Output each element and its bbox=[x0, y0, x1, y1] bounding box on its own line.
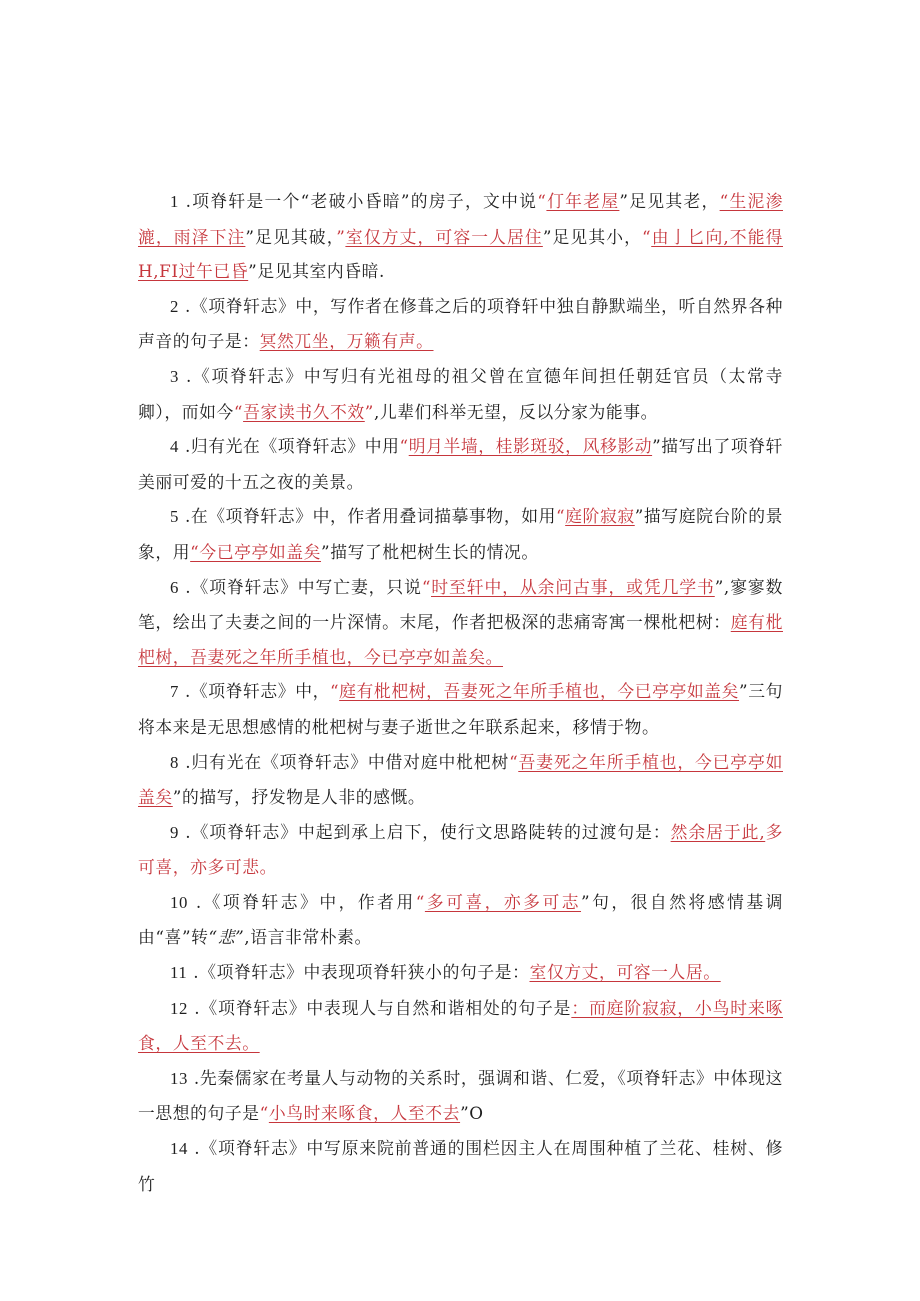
question-item bbox=[138, 1131, 783, 1201]
question-text: .归有光在《项脊轩志》中借对庭中枇杷树 bbox=[179, 751, 510, 772]
question-item bbox=[138, 815, 783, 885]
question-text: .《项脊轩志》中写亡妻，只说 bbox=[179, 576, 422, 597]
question-item bbox=[138, 674, 783, 744]
question-text: ”足见其老， bbox=[619, 191, 720, 211]
question-number: 13 bbox=[170, 1068, 188, 1088]
question-text: .《项脊轩志》中写原来院前普通的围栏因主人在周围种植了兰花、桂树、修竹 bbox=[138, 1138, 783, 1194]
question-text: ”,寥寥数笔，绘出了夫妻之间的一片深情。末尾，作者把极深的悲痛寄寓一棵枇杷树： bbox=[138, 576, 784, 633]
question-text: ”描写了枇杷树生长的情况。 bbox=[321, 541, 539, 562]
question-text: .《项脊轩志》中， bbox=[179, 681, 330, 702]
question-number: 11 bbox=[170, 963, 188, 983]
question-number: 4 bbox=[170, 437, 179, 457]
answer-text: 由亅匕向,不能得H,FI过午已昏 bbox=[138, 226, 783, 282]
answer-text: “今已亭亭如盖矣 bbox=[190, 541, 322, 562]
answer-text: “ bbox=[642, 226, 652, 247]
question-text: ”足见其小， bbox=[542, 226, 643, 247]
question-item bbox=[138, 885, 783, 955]
question-text: ”O bbox=[460, 1103, 484, 1124]
question-text: ”三句将本来是无思想感情的枇杷树与妻子逝世之年联系起来，移情于物。 bbox=[138, 681, 783, 737]
question-text: ”描写出了项脊轩美丽可爱的十五之夜的美景。 bbox=[138, 436, 783, 492]
answer-text: 室仅方丈，可容一人居住 bbox=[345, 226, 543, 247]
answer-text: “ bbox=[421, 576, 431, 597]
answer-text: “ bbox=[555, 506, 566, 527]
answer-text: “ bbox=[509, 751, 519, 772]
answer-text: 小鸟时来啄食，人至不去 bbox=[268, 1103, 461, 1124]
answer-text: “ bbox=[233, 401, 244, 422]
answer-text: 室仅方丈，可容一人居。 bbox=[529, 962, 721, 983]
question-text: .《项脊轩志》中，作者用 bbox=[187, 891, 416, 912]
emphasis-text: “悲” bbox=[208, 927, 245, 948]
question-number: 14 bbox=[170, 1139, 188, 1159]
answer-text: 冥然兀坐，万籁有声。 bbox=[259, 331, 434, 352]
question-text: .《项脊轩志》中表现项脊轩狭小的句子是： bbox=[187, 962, 530, 983]
question-number: 7 bbox=[170, 682, 179, 702]
question-text: .项脊轩是一个“老破小昏暗”的房子，文中说 bbox=[179, 191, 538, 211]
question-text: .归有光在《项脊轩志》中用 bbox=[179, 436, 400, 457]
question-item bbox=[138, 184, 783, 289]
question-text: .《项脊轩志》中，写作者在修葺之后的项脊轩中独自静默端坐，听自然界各种声音的句子是： bbox=[138, 295, 783, 352]
question-text: .在《项脊轩志》中，作者用叠词描摹事物，如用 bbox=[179, 506, 556, 527]
question-item bbox=[138, 289, 783, 359]
answer-text: 然余居于此, bbox=[670, 821, 766, 842]
answer-text: 庭有枇杷树，吾妻死之年所手植也，今已亭亭如盖矣 bbox=[339, 681, 740, 702]
answer-text: “生泥渗漉，雨泽下注 bbox=[138, 191, 783, 247]
question-number: 9 bbox=[170, 822, 179, 842]
document-body bbox=[138, 184, 783, 1201]
question-item bbox=[138, 429, 783, 499]
question-text: .先秦儒家在考量人与动物的关系时，强调和谐、仁爱，《项脊轩志》中体现这一思想的句子是 bbox=[138, 1067, 783, 1124]
question-item bbox=[138, 359, 783, 429]
question-number: 3 bbox=[170, 366, 179, 386]
question-number: 5 bbox=[170, 507, 179, 527]
question-number: 6 bbox=[170, 577, 179, 597]
question-text: .《项脊轩志》中表现人与自然和谐相处的句子是 bbox=[187, 997, 572, 1018]
question-number: 1 bbox=[170, 192, 179, 211]
answer-text: ” bbox=[336, 226, 346, 247]
answer-text: 吾妻死之年所手植也，今已亭亭如盖矣 bbox=[138, 751, 783, 808]
question-text: ”足见其室内昏暗. bbox=[248, 261, 385, 282]
question-item bbox=[138, 745, 783, 815]
question-item bbox=[138, 499, 783, 569]
question-text: .《项脊轩志》中起到承上启下，使行文思路陡转的过渡句是： bbox=[179, 821, 671, 842]
answer-text: 庭阶寂寂 bbox=[565, 506, 635, 527]
answer-text: 多可喜，亦多可悲。 bbox=[138, 821, 783, 878]
answer-text: 庭有枇杷树，吾妻死之年所手植也，今已亭亭如盖矣。 bbox=[138, 612, 783, 667]
question-item bbox=[138, 955, 783, 991]
question-text: ,儿辈们科举无望，反以分家为能事。 bbox=[373, 401, 658, 422]
answer-text: 时至轩中，从余问古事，或凭几学书 bbox=[431, 576, 715, 597]
question-number: 8 bbox=[170, 752, 179, 772]
question-item bbox=[138, 991, 783, 1061]
answer-text: 明月半墙，桂影斑驳，风移影动 bbox=[408, 436, 653, 457]
question-text: ”句，很自然将感情基调由“喜”转 bbox=[138, 891, 783, 948]
question-item bbox=[138, 1061, 783, 1131]
question-text: ,语言非常朴素。 bbox=[244, 927, 372, 948]
answer-text: “ bbox=[399, 436, 409, 457]
question-number: 2 bbox=[170, 296, 179, 316]
question-item bbox=[138, 570, 783, 675]
question-number: 12 bbox=[170, 998, 188, 1018]
answer-text: 吾家读书久不效 bbox=[243, 401, 365, 422]
answer-text: 仃年老屋 bbox=[546, 191, 620, 211]
answer-text: “ bbox=[415, 891, 425, 912]
question-text: ”的描写，抒发物是人非的感慨。 bbox=[172, 787, 426, 808]
question-text: .《项脊轩志》中写归有光祖母的祖父曾在宣德年间担任朝廷官员（太常寺卿），而如今 bbox=[138, 365, 783, 422]
answer-text: 多可喜，亦多可志 bbox=[424, 891, 582, 912]
answer-text: ：而庭阶寂寂，小鸟时来啄食，人至不去。 bbox=[138, 997, 783, 1054]
answer-text: ” bbox=[364, 401, 374, 422]
question-number: 10 bbox=[170, 892, 188, 912]
answer-text: “ bbox=[537, 191, 547, 211]
question-text: ”描写庭院台阶的景象，用 bbox=[138, 506, 783, 562]
answer-text: “ bbox=[259, 1103, 269, 1124]
question-text: ”足见其破， bbox=[245, 226, 337, 247]
answer-text: “ bbox=[329, 681, 340, 702]
